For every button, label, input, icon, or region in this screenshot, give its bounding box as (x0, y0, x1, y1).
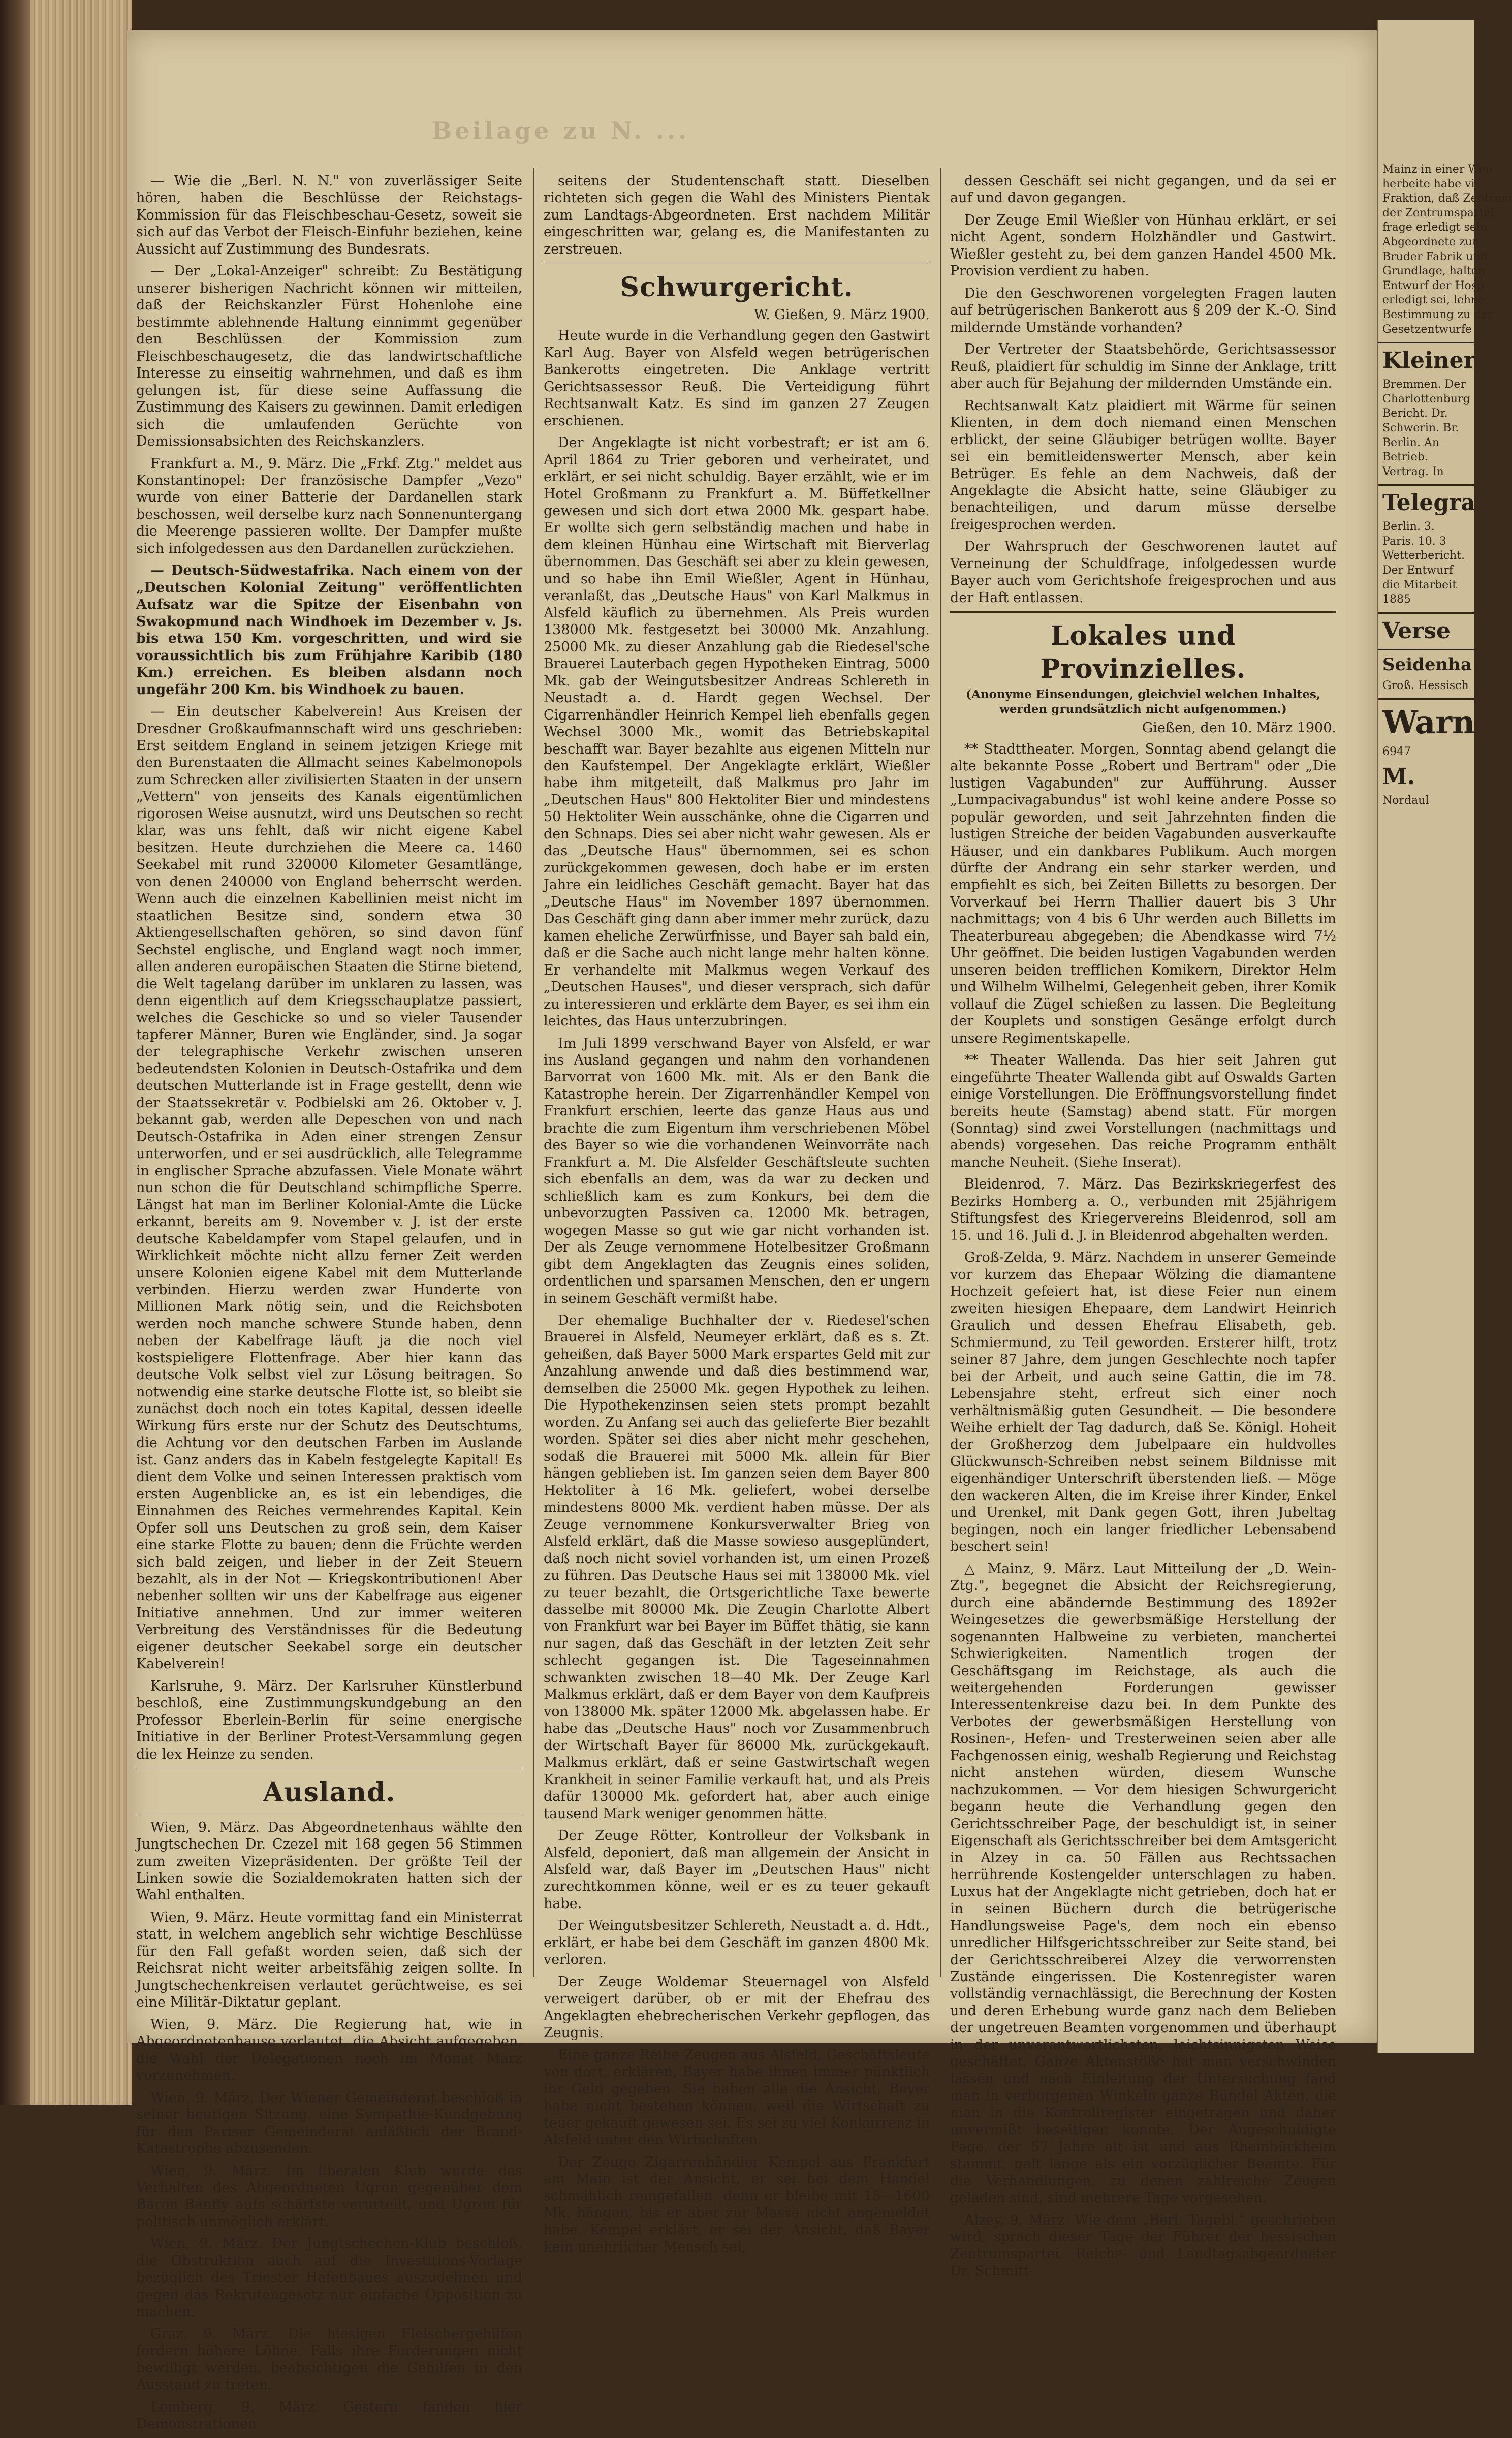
ausland-heading: Ausland. (263, 1777, 396, 1808)
paragraph: Der Zeuge Rötter, Kontrolleur der Volksbank in Alsfeld, deponiert, daß man allgemein der Ansicht in Alsfeld war, daß Bayer im „Deutschen Haus" nicht zurechtkommen könne, weil er es zu teuer gekauft habe. (544, 1828, 930, 1912)
paragraph: — Ein deutscher Kabelverein! Aus Kreisen der Dresdner Großkaufmannschaft wird uns geschrieben: Erst seitdem England in seinem jetzigen Kriege mit den Burenstaaten die Allmacht seines Kabelmonopols zum Schrecken aller zivilisierten Staaten in der unsern „Vettern" von jenseits des Kanals eigentümlichen rigorosen Weise ausnutzt, wird uns Deutschen so recht klar, was uns fehlt, daß wir nicht eigene Kabel besitzen. Heute durchziehen die Meere ca. 1460 Seekabel mit rund 320000 Kilometer Gesamtlänge, von denen 240000 von England beherrscht werden. Wenn auch die einzelnen Kabellinien meist nicht im staatlichen Besitze sind, sondern etwa 30 Aktiengesellschaften gehören, so sind davon fünf Sechstel englische, und England wagt noch immer, allen anderen europäischen Staaten die Stirne bietend, die Welt tagelang darüber im unklaren zu lassen, was denn eigentlich auf dem Kriegsschauplatze passiert, welches die Geschicke so und so vieler Tausender tapferer Männer, Buren wie Engländer, sind. Ja sogar der telegraphische Verkehr zwischen unseren bedeutendsten Kolonien in Deutsch-Ostafrika und dem deutschen Mutterlande ist in Frage gestellt, denn wie der Staatssekretär v. Podbielski am 26. Oktober v. J. bekannt gab, werden alle Depeschen von und nach Deutsch-Ostafrika in Aden einer strengen Zensur unterworfen, und er sei ausdrücklich, alle Telegramme in englischer Sprache abzufassen. Viele Monate währt nun schon die für Deutschland schimpfliche Sperre. Längst hat man im Berliner Kolonial-Amte die Lücke erkannt, bereits am 9. November v. J. ist der erste deutsche Kabeldampfer vom Stapel gelaufen, und in Wirklichkeit möchte nicht allzu ferner Zeit werden unsere Kolonien eigene Kabel mit dem Mutterlande verbinden. Hierzu werden zwar Hunderte von Millionen Mark nötig sein, und die Reichsboten werden noch manche schwere Stunde haben, denn neben der Kabelfrage läuft ja die noch viel kostspieligere Flottenfrage. Aber hier kann das deutsche Volk selbst viel zur Lösung beitragen. So notwendig eine starke deutsche Flotte ist, so bleibt sie zunächst doch noch ein totes Kapital, dessen ideelle Wirkung fürs erste nur der Schutz des Deutschtums, die Achtung vor den deutschen Farben im Auslande ist. Ganz anders das in Kabeln festgelegte Kapital! Es dient dem Volke und seinen Interessen praktisch vom ersten Augenblicke an, es ist ein lebendiges, die Einnahmen des Reiches vermehrendes Kapital. Kein Opfer soll uns Deutschen zu groß sein, dem Kaiser eine starke Flotte zu bauen; denn die Früchte werden sich bald zeigen, und lieber in der Zeit Steuern bezahlt, als in der Not — Kriegskontributionen! Aber nebenher sollten wir uns der Kabelfrage aus eigener Initiative annehmen. Und zur immer weiteren Verbreitung des Verständnisses für die Bedeutung eigener deutscher Seekabel sorge ein deutscher Kabelverein! (136, 704, 522, 1672)
strip-line: Berlin. An (1382, 436, 1439, 449)
paragraph: dessen Geschäft sei nicht gegangen, und da sei er auf und davon gegangen. (950, 173, 1336, 206)
strip-line: erledigt sei, lehne (1382, 294, 1485, 307)
book-binding (0, 0, 30, 2105)
paragraph: Der Zeuge Woldemar Steuernagel von Alsfeld verweigert darüber, ob er mit der Ehefrau des Angeklagten ehebrecherischen Verkehr gepflogen, das Zeugnis. (544, 1974, 930, 2041)
paragraph: Wien, 9. März. Der Wiener Gemeinderat beschloß in seiner heutigen Sitzung, eine Sympathie-Kundgebung für den Pariser Gemeinderat anläßlich der Brand-Katastrophe abzusenden. (136, 2089, 522, 2157)
section-rule (136, 1768, 522, 1769)
paragraph: Wien, 9. März. Die Regierung hat, wie in Abgeordnetenhause verlautet, die Absicht aufgegeben, die Wahl der Delegationen noch im Monat März vorzunehmen. (136, 2016, 522, 2084)
paragraph: Der Wahrspruch der Geschworenen lautet auf Verneinung der Schuldfrage, infolgedessen wurde Bayer auch vom Gerichtshofe freigesprochen und aus der Haft entlassen. (950, 539, 1336, 606)
strip-line: Schwerin. Br. (1382, 421, 1459, 434)
strip-line: Mainz in einer Wen (1382, 163, 1493, 176)
page-edges (30, 0, 132, 2105)
strip-line: Fraktion, daß Zentrum (1382, 192, 1512, 205)
strip-line: 1885 (1382, 593, 1411, 606)
strip-heading: M. (1382, 764, 1415, 790)
strip-line: Gesetzentwurfe (1382, 323, 1472, 336)
paragraph: Rechtsanwalt Katz plaidiert mit Wärme für seinen Klienten, in dem doch niemand einen Menschen erblickt, der seine Gläubiger betrügen wollte. Bayer sei ein bemitleidenswerter Mensch, aber kein Betrüger. Es fehle an dem Nachweis, daß der Angeklagte die Absicht hatte, seine Gläubiger zu benachteiligen, und darum müsse derselbe freigesprochen werden. (950, 397, 1336, 533)
strip-rule (1378, 698, 1474, 700)
strip-line: Betrieb. (1382, 451, 1428, 464)
column-1 (136, 173, 522, 2438)
paragraph: Frankfurt a. M., 9. März. Die „Frkf. Ztg." meldet aus Konstantinopel: Der französische Dampfer „Vezo" wurde von einer Batterie der Dardanellen stark beschossen, weil derselbe kurz nach Sonnenuntergang die Meerenge passieren wollte. Der Dampfer mußte sich infolgedessen aus den Dardanellen zurückziehen. (136, 455, 522, 556)
paragraph: Alzey, 9. März. Wie dem „Berl. Tagebl." geschrieben wird, sprach dieser Tage der Führer der hessischen Zentrumspartei, Reichs- und Landtagsabgeordneter Dr. Schmitt- (950, 2212, 1336, 2279)
strip-line: Der Entwurf (1382, 564, 1453, 577)
strip-line: Abgeordnete zur (1382, 235, 1478, 248)
section-rule (544, 263, 930, 264)
running-head: Beilage zu N. ... (432, 117, 690, 144)
strip-rule (1378, 612, 1474, 614)
strip-line: Groß. Hessisch (1382, 679, 1469, 692)
paragraph: Groß-Zelda, 9. März. Nachdem in unserer Gemeinde vor kurzem das Ehepaar Wölzing die diamantene Hochzeit gefeiert hat, ist diese Feier nun einem zweiten hiesigen Ehepaare, dem Landwirt Heinrich Graulich und dessen Ehefrau Elisabeth, geb. Schmiermund, zu Teil geworden. Ersterer hilft, trotz seiner 87 Jahre, dem jungen Geschlechte noch tapfer bei der Arbeit, und auch seine Gattin, die im 78. Lebensjahre steht, erfreut sich einer noch verhältnismäßig guten Gesundheit. — Die besondere Weihe erhielt der Tag dadurch, daß Se. Königl. Hoheit der Großherzog dem Jubelpaare ein huldvolles Glückwunsch-Schreiben nebst seinem Bildnisse mit eigenhändiger Unterschrift überstenden ließ. — Möge den wackeren Alten, die im Kreise ihrer Kinder, Enkel und Urenkel, mit Dank gegen Gott, ihren Jubeltag begingen, noch ein langer friedlicher Lebensabend beschert sein! (950, 1249, 1336, 1555)
paragraph: Karlsruhe, 9. März. Der Karlsruher Künstlerbund beschloß, eine Zustimmungskundgebung an den Professor Eberlein-Berlin für seine energische Initiative in der Berliner Protest-Versammlung gegen die lex Heinze zu senden. (136, 1678, 522, 1762)
paragraph: Der ehemalige Buchhalter der v. Riedesel'schen Brauerei in Alsfeld, Neumeyer erklärt, daß es s. Zt. geheißen, daß Bayer 5000 Mark erspartes Geld mit zur Anzahlung anwende und daß dies bestimmend war, demselben die 25000 Mk. gegen Hypothek zu leihen. Die Hypothekenzinsen seien stets prompt bezahlt worden. Zu Anfang sei auch das gelieferte Bier bezahlt worden. Später sei dies aber nicht mehr geschehen, sodaß die Brauerei mit 5000 Mk. allein für Bier hängen geblieben ist. Im ganzen seien dem Bayer 800 Hektoliter à 16 Mk. geliefert, wobei derselbe mindestens 8000 Mk. verdient haben müsse. Der als Zeuge vernommene Konkursverwalter Brieg von Alsfeld erklärt, daß die Masse sowieso ausgeplündert, daß noch nicht soviel vorhanden ist, um einen Prozeß zu führen. Das Deutsche Haus sei mit 138000 Mk. viel zu teuer bezahlt, die Ortsgerichtliche Taxe bewerte dasselbe mit 80000 Mk. Die Zeugin Charlotte Albert von Frankfurt war bei Bayer im Büffet thätig, sie kann nur sagen, daß das Geschäft in der letzten Zeit sehr schlecht gegangen ist. Die Tageseinnahmen schwankten zwischen 18—40 Mk. Der Zeuge Karl Malkmus erklärt, daß er dem Bayer von dem Kaufpreis von 138000 Mk. später 12000 Mk. abgelassen habe. Er habe das „Deutsche Haus" noch vor Zusammenbruch der Wirtschaft Bayer für 86000 Mk. zurückgekauft. Malkmus erklärt, daß er seine Gastwirtschaft wegen Krankheit in seiner Familie verkauft hat, und als Preis dafür 130000 Mk. gefordert hat, aber auch einige tausend Mark weniger genommen hätte. (544, 1312, 930, 1822)
strip-line: Nordaul (1382, 794, 1429, 807)
strip-line: der Zentrumspartei (1382, 206, 1494, 220)
paragraph: Wien, 9. März. Im liberalen Klub wurde das Verhalten des Abgeordneten Ugron gegenüber dem Baron Banffy aufs schärfste verurteilt, und Ugron für politisch unmöglich erklärt. (136, 2163, 522, 2230)
strip-rule (1378, 484, 1474, 486)
paragraph: Wien, 9. März. Heute vormittag fand ein Ministerrat statt, in welchem angeblich sehr wichtige Beschlüsse für den Fall gefaßt worden seien, daß sich der Reichsrat nicht weiter arbeitsfähig zeigen sollte. In Jungtschechenkreisen verlautet gerüchtweise, es sei eine Militär-Diktatur geplant. (136, 1909, 522, 2011)
paragraph: Der Zeuge Emil Wießler von Hünhau erklärt, er sei nicht Agent, sondern Holzhändler und Gastwirt. Wießler gesteht zu, bei dem ganzen Handel 4500 Mk. Provision verdient zu haben. (950, 212, 1336, 279)
strip-line: Bestimmung zu der (1382, 308, 1493, 321)
strip-line: Bruder Fabrik und (1382, 250, 1488, 263)
paragraph: — Wie die „Berl. N. N." von zuverlässiger Seite hören, haben die Beschlüsse der Reichstags-Kommission für das Fleischbeschau-Gesetz, soweit sie sich auf das Verbot der Fleisch-Einfuhr beziehen, keine Aussicht auf Zustimmung des Bundesrats. (136, 173, 522, 257)
strip-heading: Warn (1382, 704, 1475, 741)
adjacent-page-strip (1377, 20, 1512, 2053)
paragraph: Der Weingutsbesitzer Schlereth, Neustadt a. d. Hdt., erklärt, er habe bei dem Geschäft im ganzen 4800 Mk. verloren. (544, 1918, 930, 1968)
paragraph: seitens der Studentenschaft statt. Dieselben richteten sich gegen die Wahl des Ministers Pientak zum Landtags-Abgeordneten. Erst nachdem Militär eingeschritten war, gelang es, die Manifestanten zu zerstreuen. (544, 173, 930, 257)
strip-rule (1378, 342, 1474, 343)
newspaper-page (127, 30, 1377, 2432)
lokales-heading: Lokales und Provinzielles. (1040, 620, 1246, 684)
column-2 (544, 173, 930, 2261)
paragraph: — Deutsch-Südwestafrika. Nach einem von der „Deutschen Kolonial Zeitung" veröffentlichten Aufsatz war die Spitze der Eisenbahn von Swakopmund nach Windhoek im Dezember v. Js. bis etwa 150 Km. vorgeschritten, und wird sie voraussichtlich bis zum Frühjahre Karibib (180 Km.) erreichen. Es bleiben alsdann noch ungefähr 200 Km. bis Windhoek zu bauen. (136, 562, 522, 698)
paragraph: △ Mainz, 9. März. Laut Mitteilung der „D. Wein-Ztg.", begegnet die Absicht der Reichsregierung, durch eine abändernde Bestimmung des 1892er Weingesetzes die gewerbsmäßige Herstellung der sogenannten Halbweine zu verbieten, manchertei Schwierigkeiten. Namentlich trogen der Geschäftsgang im Reichstage, als auch die weitergehenden Forderungen gewisser Interessentenkreise dazu bei. In dem Punkte des Verbotes der gewerbsmäßigen Herstellung von Rosinen-, Hefen- und Tresterweinen seien aber alle Fachgenossen einig, weshalb Regierung und Reichstag nicht anstehen würden, diesem Wunsche nachzukommen. — Vor dem hiesigen Schwurgericht begann heute die Verhandlung gegen den Gerichtsschreiber Page, der beschuldigt ist, in seiner Eigenschaft als Gerichtsschreiber bei dem Amtsgericht in Alzey in ca. 50 Fällen aus Rechtssachen herrührende Kostengelder unterschlagen zu haben. Luxus hat der Angeklagte nicht getrieben, doch hat er in seinen Büchern durch die betrügerische Handlungsweise Page's, dem noch ein ebenso unredlicher Hilfsgerichtsschreiber zur Seite stand, bei der Gerichtsschreiberei Alzey die verworrensten Zustände eingerissen. Die Kostenregister waren vollständig vernachlässigt, die Berechnung der Kosten und deren Erhebung wurde ganz nach dem Belieben der ungetreuen Beamten vorgenommen und überhaupt in der unverantwortlichsten, leichtsinnigsten Weise geschäftet. Ganze Aktenstöße hat man verschwinden lassen und nach Einleitung der Untersuchung fand man in verborgenen Winkeln ganze Bündel Akten, die man in die Kontrollregister eingetragen und daher unvermißt beseitigen konnte. Der Angeschuldigte Page, der 57 Jahre alt ist und aus Rheinbürkheim stammt, galt lange als ein vorzüglicher Beamte. Für die Verhandlungen, zu denen zahlreiche Zeugen geladen sind, sind mehrere Tage vorgesehen. (950, 1560, 1336, 2206)
strip-line: Bericht. Dr. (1382, 407, 1448, 420)
paragraph: ** Stadttheater. Morgen, Sonntag abend gelangt die alte bekannte Posse „Robert und Bertram" oder „Die lustigen Vagabunden" zur Aufführung. Ausser „Lumpacivagabundus" ist wohl keine andere Posse so populär geworden, und seit Jahrzehnten finden die lustigen Streiche der beiden Vagabunden ausverkaufte Häuser, und ein dankbares Publikum. Auch morgen dürfte der Andrang ein sehr starker werden, und empfiehlt es sich, bei Zeiten Billetts zu besorgen. Der Vorverkauf bei Herrn Thallier dauert bis 3 Uhr nachmittags; von 4 bis 6 Uhr werden auch Billetts im Theaterbureau abgegeben; die Abendkasse wird 7½ Uhr geöffnet. Die beiden lustigen Vagabunden werden unseren beiden trefflichen Komikern, Direktor Helm und Wilhelm Wilhelmi, Gelegenheit geben, ihrer Komik vollauf die Zügel schießen zu lassen. Die Begleitung der Kouplets und sonstigen Gesänge erfolgt durch unsere Regimentskapelle. (950, 741, 1336, 1046)
paragraph: Der Vertreter der Staatsbehörde, Gerichtsassessor Reuß, plaidiert für schuldig im Sinne der Anklage, tritt aber auch für Bejahung der mildernden Umstände ein. (950, 341, 1336, 392)
lokales-subheading: (Anonyme Einsendungen, gleichviel welchen Inhaltes, werden grundsätzlich nicht aufgenommen.) (966, 687, 1320, 716)
strip-line: Entwurf der Hosp (1382, 279, 1485, 292)
section-rule (950, 611, 1336, 613)
dateline: W. Gießen, 9. März 1900. (753, 306, 930, 323)
column-rule-1 (533, 168, 534, 1977)
paragraph: Graz, 9. März. Die hiesigen Fleischergehilfen fordern höhere Löhne. Falls ihre Forderungen nicht bewilligt werden, beabsichtigen die Gehilfen in den Ausstand zu treten. (136, 2326, 522, 2393)
paragraph: Im Juli 1899 verschwand Bayer von Alsfeld, er war ins Ausland gegangen und nahm den vorhandenen Barvorrat von 1600 Mk. mit. Als er den Bank die Katastrophe herein. Der Zigarrenhändler Kempel von Frankfurt erschien, leerte das ganze Haus aus und brachte die zum Eigentum ihm verschriebenen Möbel des Bayer so wie die vorhandenen Weinvorräte nach Frankfurt a. M. Die Alsfelder Geschäftsleute suchten sich ebenfalls an dem, was da war zu decken und schließlich kam es zum Konkurs, bei dem die unbevorzugten Passiven ca. 12000 Mk. betragen, wogegen Masse so gut wie gar nicht vorhanden ist. Der als Zeuge vernommene Hotelbesitzer Großmann gibt dem Angeklagten das Zeugnis eines soliden, ordentlichen und sparsamen Menschen, den er ungern in seinem Geschäft vermißt habe. (544, 1035, 930, 1306)
dateline: Gießen, den 10. März 1900. (1142, 720, 1336, 736)
section-rule (136, 1814, 522, 1815)
paragraph: Eine ganze Reihe Zeugen aus Alsfeld, Geschäftsleute von dort, erklären, Bayer habe ihnen immer pünktlich ihr Geld gegeben. Sie haben alle die Ansicht, Bayer habe nicht bestehen können, weil die Wirtschaft zu teuer gekauft gewesen sei. Es sei zu viel Konkurrenz in Alsfeld unter den Wirtschaften. (544, 2047, 930, 2148)
strip-line: Grundlage, halten (1382, 265, 1486, 278)
strip-line: die Mitarbeit (1382, 578, 1457, 591)
paragraph: ** Theater Wallenda. Das hier seit Jahren gut eingeführte Theater Wallenda gibt auf Oswalds Garten einige Vorstellungen. Die Eröffnungsvorstellung findet bereits heute (Samstag) abend statt. Für morgen (Sonntag) sind zwei Vorstellungen (nachmittags und abends) vorgesehen. Das reiche Programm enthält manche Neuheit. (Siehe Inserat). (950, 1052, 1336, 1170)
strip-line: 6947 (1382, 745, 1411, 759)
column-rule-2 (940, 168, 941, 1977)
strip-line: Charlottenburg (1382, 392, 1470, 405)
strip-line: frage erledigt sein (1382, 221, 1488, 234)
strip-heading: Kleiner (1382, 348, 1475, 374)
paragraph: Wien, 9. März. Das Abgeordnetenhaus wählte den Jungtschechen Dr. Czezel mit 168 gegen 56 Stimmen zum zweiten Vizepräsidenten. Der größte Teil der Linken sowie die Sozialdemokraten hatten sich der Wahl enthalten. (136, 1819, 522, 1903)
column-3 (950, 173, 1336, 2285)
strip-line: Paris. 10. 3 (1382, 535, 1446, 548)
paragraph: Wien, 9. März. Der Jungtschechen-Klub beschloß, die Obstruktion auch auf die Investitions-Vorlage bezüglich des Triester Hafenbaues auszudehnen und gegen das Rekrutengesetz nur einfache Opposition zu machen. (136, 2236, 522, 2320)
strip-heading: Seidenha (1382, 654, 1472, 675)
strip-heading: Verse (1382, 617, 1451, 644)
paragraph: — Der „Lokal-Anzeiger" schreibt: Zu Bestätigung unserer bisherigen Nachricht können wir mitteilen, daß der Reichskanzler Fürst Hohenlohe eine bestimmte ablehnende Haltung einnimmt gegenüber den Beschlüssen der Kommission zum Fleischbeschaugesetz, die das landwirtschaftliche Interesse zu einseitig wahrnehmen, und daß es ihm gelungen ist, für diese seine Auffassung die Zustimmung des Kaisers zu gewinnen. Damit erledigen sich die umlaufenden Gerüchte von Demissionsabsichten des Reichskanzlers. (136, 263, 522, 450)
strip-line: Berlin. 3. (1382, 520, 1435, 534)
paragraph: Der Zeuge Zigarrenhändler Kempel aus Frankfurt am Main ist der Ansicht, er sei bei dem Handel schmählich reingefallen, denn er bleibe mit 15—1600 Mk. hängen, bis er aber zur Masse nicht angemeldet habe. Kempel erklärt, er sei der Ansicht, daß Bayer kein unehrlicher Mensch sei, (544, 2154, 930, 2255)
strip-line: Bremmen. Der (1382, 378, 1466, 391)
strip-line: herbeite habe vi (1382, 177, 1475, 191)
schwurgericht-heading: Schwurgericht. (620, 272, 854, 303)
strip-line: Vertrag. In (1382, 465, 1444, 478)
paragraph: Die den Geschworenen vorgelegten Fragen lauten auf betrügerischen Bankerott aus § 209 der K.-O. Sind mildernde Umstände vorhanden? (950, 285, 1336, 335)
paragraph: Lemberg, 9. März. Gestern fanden hier Demonstrationen (136, 2399, 522, 2432)
strip-line: Wetterbericht. (1382, 549, 1465, 562)
strip-rule (1378, 649, 1474, 650)
strip-heading: Telegra (1382, 490, 1475, 516)
paragraph: Heute wurde in die Verhandlung gegen den Gastwirt Karl Aug. Bayer von Alsfeld wegen betrügerischen Bankerotts eingetreten. Die Anklage vertritt Gerichtsassessor Reuß. Die Verteidigung führt Rechtsanwalt Katz. Es sind im ganzen 27 Zeugen erschienen. (544, 328, 930, 429)
paragraph: Bleidenrod, 7. März. Das Bezirkskriegerfest des Bezirks Homberg a. O., verbunden mit 25jährigem Stiftungsfest des Kriegervereins Bleidenrod, soll am 15. und 16. Juli d. J. in Bleidenrod abgehalten werden. (950, 1176, 1336, 1243)
paragraph: Der Angeklagte ist nicht vorbestraft; er ist am 6. April 1864 zu Trier geboren und verheiratet, und erklärt, er sei nicht schuldig. Bayer erzählt, wie er im Hotel Großmann zu Frankfurt a. M. Büffetkellner gewesen und sich dort etwa 2000 Mk. gespart habe. Er wollte sich gern selbständig machen und habe in dem kleinen Hünhau eine Wirtschaft mit Bierverlag übernommen. Das Geschäft sei aber zu klein gewesen, und so habe ihn Emil Wießler, Agent in Hünhau, veranlaßt, das „Deutsche Haus" von Karl Malkmus in Alsfeld käuflich zu übernehmen. Als Preis wurden 138000 Mk. festgesetzt bei 30000 Mk. Anzahlung. 25000 Mk. zu dieser Anzahlung gab die Riedesel'sche Brauerei Lauterbach gegen Hypotheken Eintrag, 5000 Mk. gab der Weingutsbesitzer Andreas Schlereth in Neustadt a. d. Hardt gegen Wechsel. Der Cigarrenhändler Heinrich Kempel lieh ebenfalls gegen Wechsel 3000 Mk., womit das Betriebskapital beschafft war. Bayer bezahlte aus eigenen Mitteln nur den Kaufstempel. Der Angeklagte erklärt, Wießler habe ihm mitgeteilt, daß Malkmus pro Jahr im „Deutschen Haus" 800 Hektoliter Bier und mindestens 50 Hektoliter Wein ausschänke, ohne die Cigarren und den Schnaps. Dies sei aber nicht wahr gewesen. Als er das „Deutsche Haus" übernommen, sei es schon zurückgekommen gewesen, doch habe er im ersten Jahre ein leidliches Geschäft gemacht. Bayer hat das „Deutsche Haus" im November 1897 übernommen. Das Geschäft ging dann aber immer mehr zurück, dazu kamen eheliche Zerwürfnisse, und Bayer sah bald ein, daß er die Sache auch nicht lange mehr halten könne. Er verhandelte mit Malkmus wegen Verkauf des „Deutschen Hauses", und dieser versprach, sich dafür zu interessieren und erklärte dem Bayer, es sei ihm ein leichtes, das Haus unterzubringen. (544, 435, 930, 1029)
